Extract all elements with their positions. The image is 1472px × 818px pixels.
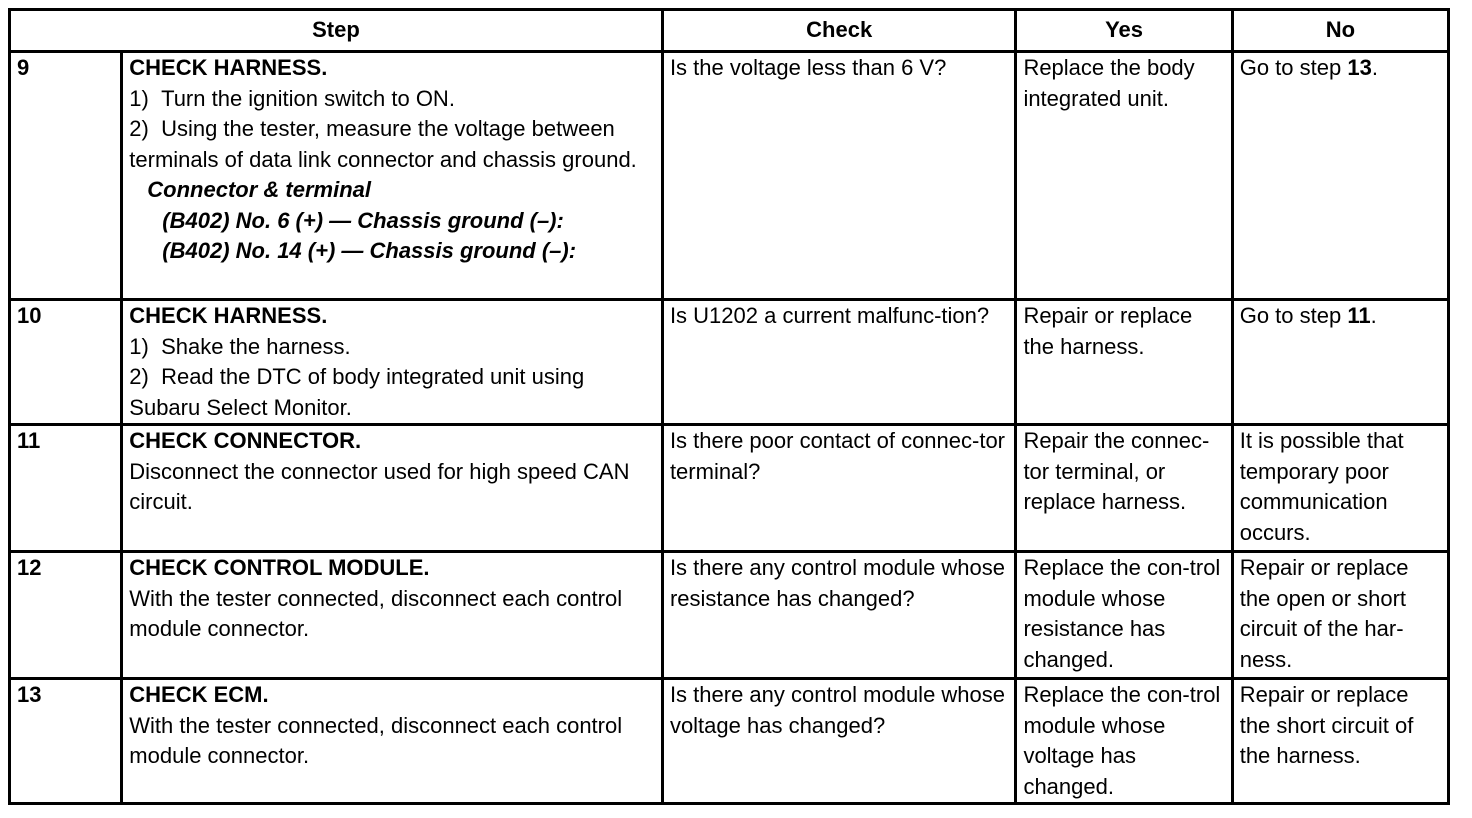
header-check: Check bbox=[662, 10, 1016, 52]
no-step-number: 11 bbox=[1347, 303, 1371, 328]
step-instruction: 1) Shake the harness. bbox=[129, 333, 351, 359]
no-cell bbox=[1232, 300, 1448, 425]
step-instruction: 1) Turn the ignition switch to ON. bbox=[129, 85, 455, 111]
header-yes: Yes bbox=[1016, 10, 1232, 52]
step-title: CHECK CONTROL MODULE. bbox=[129, 555, 430, 580]
no-prefix: Go to step bbox=[1239, 303, 1348, 328]
step-instruction: With the tester connected, disconnect each control module connector. bbox=[129, 585, 623, 641]
table-row bbox=[10, 679, 1449, 804]
table-row bbox=[10, 552, 1449, 679]
no-prefix: Go to step bbox=[1239, 55, 1348, 80]
check-cell: Is there any control module whose voltage has changed? bbox=[662, 679, 1016, 804]
step-description bbox=[122, 679, 663, 804]
step-instruction: Disconnect the connector used for high speed CAN circuit. bbox=[129, 458, 630, 514]
yes-cell: Replace the body integrated unit. bbox=[1016, 52, 1232, 300]
no-cell: Repair or replace the short circuit of the harness. bbox=[1232, 679, 1448, 804]
no-cell: Repair or replace the open or short circuit of the har-ness. bbox=[1232, 552, 1448, 679]
no-cell bbox=[1232, 52, 1448, 300]
table-row bbox=[10, 300, 1449, 425]
connector-terminal-label: Connector & terminal bbox=[147, 177, 371, 202]
check-cell: Is U1202 a current malfunc-tion? bbox=[662, 300, 1016, 425]
yes-cell: Repair the connec-tor terminal, or replace harness. bbox=[1016, 425, 1232, 552]
table-row bbox=[10, 52, 1449, 300]
step-instruction: 2) Using the tester, measure the voltage between terminals of data link connector and chassis ground. bbox=[129, 116, 637, 172]
connector-terminal-item: (B402) No. 6 (+) — Chassis ground (–): bbox=[162, 207, 564, 233]
step-description bbox=[122, 425, 663, 552]
yes-cell: Replace the con-trol module whose voltage has changed. bbox=[1016, 679, 1232, 804]
header-step: Step bbox=[10, 10, 663, 52]
step-title: CHECK ECM. bbox=[129, 682, 269, 707]
no-cell: It is possible that temporary poor communication occurs. bbox=[1232, 425, 1448, 552]
no-suffix: . bbox=[1371, 55, 1378, 80]
header-no: No bbox=[1232, 10, 1448, 52]
step-description bbox=[122, 52, 663, 300]
check-cell: Is there any control module whose resistance has changed? bbox=[662, 552, 1016, 679]
step-title: CHECK HARNESS. bbox=[129, 55, 328, 80]
connector-terminal-item: (B402) No. 14 (+) — Chassis ground (–): bbox=[162, 238, 577, 263]
step-number: 10 bbox=[10, 300, 122, 425]
step-title: CHECK CONNECTOR. bbox=[129, 428, 362, 453]
no-step-number: 13 bbox=[1347, 55, 1372, 80]
step-instruction: With the tester connected, disconnect each control module connector. bbox=[129, 712, 623, 768]
step-number: 9 bbox=[10, 52, 122, 300]
table-row bbox=[10, 425, 1449, 552]
yes-cell: Repair or replace the harness. bbox=[1016, 300, 1232, 425]
step-description bbox=[122, 552, 663, 679]
step-instruction: 2) Read the DTC of body integrated unit using Subaru Select Monitor. bbox=[129, 364, 585, 420]
diagnostic-procedure-table bbox=[8, 8, 1450, 805]
step-title: CHECK HARNESS. bbox=[129, 303, 328, 328]
check-cell: Is the voltage less than 6 V? bbox=[662, 52, 1016, 300]
no-suffix: . bbox=[1370, 303, 1377, 328]
step-number: 13 bbox=[10, 679, 122, 804]
step-number: 11 bbox=[10, 425, 122, 552]
table-header-row bbox=[10, 10, 1449, 52]
check-cell: Is there poor contact of connec-tor terminal? bbox=[662, 425, 1016, 552]
step-number: 12 bbox=[10, 552, 122, 679]
step-description bbox=[122, 300, 663, 425]
yes-cell: Replace the con-trol module whose resistance has changed. bbox=[1016, 552, 1232, 679]
